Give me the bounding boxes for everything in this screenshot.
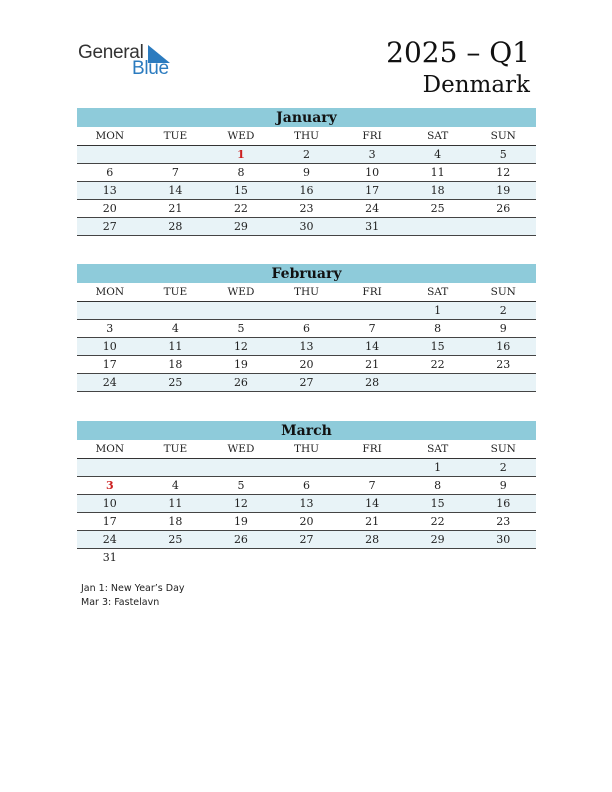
week-row xyxy=(77,531,536,549)
day-cell: 22 xyxy=(430,515,445,528)
day-cell: 10 xyxy=(102,340,117,353)
day-cell: 10 xyxy=(102,497,117,510)
day-cell: 9 xyxy=(303,166,311,179)
day-cell: 1 xyxy=(434,304,442,317)
weekday-label: TUE xyxy=(163,443,188,455)
day-cell xyxy=(208,302,274,319)
day-cell: 4 xyxy=(171,479,179,492)
weekday-label: MON xyxy=(95,443,125,455)
day-cell: 17 xyxy=(102,515,117,528)
day-cell: 23 xyxy=(299,202,314,215)
week-row xyxy=(77,182,536,200)
day-cell: 26 xyxy=(233,533,248,546)
weekday-label: WED xyxy=(227,443,255,455)
week-row xyxy=(77,513,536,531)
day-cell: 7 xyxy=(368,322,376,335)
day-cell: 15 xyxy=(233,184,248,197)
day-cell xyxy=(143,146,209,163)
day-cell xyxy=(77,146,143,163)
weekday-label: TUE xyxy=(163,286,188,298)
day-cell: 18 xyxy=(168,358,183,371)
weekday-label: SAT xyxy=(427,443,449,455)
weekday-label: SAT xyxy=(427,130,449,142)
month-calendar xyxy=(77,264,536,392)
weekday-label: WED xyxy=(227,286,255,298)
day-cell xyxy=(274,549,340,566)
holiday-notes xyxy=(81,582,185,610)
day-cell: 16 xyxy=(496,497,511,510)
day-cell: 18 xyxy=(430,184,445,197)
day-cell: 30 xyxy=(299,220,314,233)
week-row xyxy=(77,549,536,566)
week-row xyxy=(77,302,536,320)
day-cell: 18 xyxy=(168,515,183,528)
week-row xyxy=(77,477,536,495)
day-cell: 8 xyxy=(434,479,442,492)
page-title: 2025 – Q1 xyxy=(386,36,530,69)
day-cell: 12 xyxy=(233,340,248,353)
month-name: March xyxy=(77,421,536,440)
day-cell: 29 xyxy=(430,533,445,546)
day-cell: 7 xyxy=(368,479,376,492)
weekday-label: SUN xyxy=(490,130,516,142)
day-cell: 12 xyxy=(496,166,511,179)
day-cell: 9 xyxy=(499,322,507,335)
weekday-header-row xyxy=(77,283,536,302)
day-cell: 2 xyxy=(499,461,507,474)
week-row xyxy=(77,200,536,218)
day-cell: 9 xyxy=(499,479,507,492)
day-cell: 11 xyxy=(430,166,445,179)
weekday-label: SAT xyxy=(427,286,449,298)
weekday-header-row xyxy=(77,440,536,459)
day-cell: 15 xyxy=(430,497,445,510)
day-cell: 25 xyxy=(430,202,445,215)
day-cell: 5 xyxy=(237,322,245,335)
day-cell: 1 xyxy=(237,148,245,161)
day-cell: 28 xyxy=(168,220,183,233)
day-cell xyxy=(77,302,143,319)
day-cell: 7 xyxy=(171,166,179,179)
weekday-label: TUE xyxy=(163,130,188,142)
day-cell: 13 xyxy=(299,340,314,353)
week-row xyxy=(77,374,536,392)
day-cell: 20 xyxy=(299,358,314,371)
day-cell: 25 xyxy=(168,533,183,546)
day-cell: 3 xyxy=(105,479,114,492)
day-cell: 12 xyxy=(233,497,248,510)
day-cell: 14 xyxy=(365,497,380,510)
weekday-label: FRI xyxy=(362,130,382,142)
day-cell xyxy=(143,459,209,476)
logo-text-general: General xyxy=(78,42,144,63)
day-cell: 28 xyxy=(365,533,380,546)
week-row xyxy=(77,320,536,338)
weekday-label: SUN xyxy=(490,443,516,455)
day-cell: 24 xyxy=(102,533,117,546)
day-cell xyxy=(470,374,536,391)
day-cell xyxy=(274,302,340,319)
day-cell: 23 xyxy=(496,358,511,371)
day-cell xyxy=(405,374,471,391)
day-cell: 27 xyxy=(299,533,314,546)
day-cell: 25 xyxy=(168,376,183,389)
day-cell: 22 xyxy=(233,202,248,215)
day-cell: 20 xyxy=(102,202,117,215)
holiday-note: Mar 3: Fastelavn xyxy=(81,597,160,608)
day-cell: 5 xyxy=(237,479,245,492)
month-calendar xyxy=(77,108,536,236)
day-cell: 17 xyxy=(365,184,380,197)
day-cell: 31 xyxy=(102,551,117,564)
day-cell xyxy=(339,459,405,476)
day-cell: 2 xyxy=(499,304,507,317)
weekday-label: FRI xyxy=(362,286,382,298)
day-cell: 21 xyxy=(365,515,380,528)
day-cell: 24 xyxy=(365,202,380,215)
day-cell: 8 xyxy=(434,322,442,335)
day-cell: 6 xyxy=(106,166,114,179)
month-name: January xyxy=(77,108,536,127)
weekday-label: MON xyxy=(95,130,125,142)
day-cell: 26 xyxy=(233,376,248,389)
day-cell: 8 xyxy=(237,166,245,179)
weekday-label: THU xyxy=(294,286,320,298)
day-cell: 16 xyxy=(496,340,511,353)
day-cell: 22 xyxy=(430,358,445,371)
day-cell: 19 xyxy=(233,515,248,528)
day-cell: 29 xyxy=(233,220,248,233)
week-row xyxy=(77,338,536,356)
day-cell: 1 xyxy=(434,461,442,474)
day-cell: 28 xyxy=(365,376,380,389)
day-cell: 17 xyxy=(102,358,117,371)
day-cell: 31 xyxy=(365,220,380,233)
day-cell xyxy=(470,549,536,566)
weekday-label: THU xyxy=(294,443,320,455)
day-cell: 24 xyxy=(102,376,117,389)
day-cell: 27 xyxy=(299,376,314,389)
day-cell xyxy=(208,459,274,476)
country-title: Denmark xyxy=(422,72,530,98)
week-row xyxy=(77,495,536,513)
day-cell xyxy=(77,459,143,476)
day-cell xyxy=(470,218,536,235)
day-cell xyxy=(143,302,209,319)
weekday-label: THU xyxy=(294,130,320,142)
day-cell: 4 xyxy=(434,148,442,161)
day-cell: 19 xyxy=(496,184,511,197)
day-cell: 23 xyxy=(496,515,511,528)
day-cell: 11 xyxy=(168,340,183,353)
weekday-label: SUN xyxy=(490,286,516,298)
day-cell: 14 xyxy=(168,184,183,197)
day-cell: 16 xyxy=(299,184,314,197)
day-cell: 3 xyxy=(368,148,376,161)
day-cell: 6 xyxy=(303,479,311,492)
week-row xyxy=(77,356,536,374)
day-cell: 30 xyxy=(496,533,511,546)
holiday-note: Jan 1: New Year’s Day xyxy=(81,583,185,594)
weekday-label: WED xyxy=(227,130,255,142)
week-row xyxy=(77,164,536,182)
day-cell xyxy=(143,549,209,566)
week-row xyxy=(77,459,536,477)
weekday-label: FRI xyxy=(362,443,382,455)
day-cell: 21 xyxy=(365,358,380,371)
day-cell: 27 xyxy=(102,220,117,233)
week-row xyxy=(77,146,536,164)
day-cell: 11 xyxy=(168,497,183,510)
day-cell: 20 xyxy=(299,515,314,528)
day-cell xyxy=(208,549,274,566)
day-cell: 19 xyxy=(233,358,248,371)
logo xyxy=(78,42,178,82)
day-cell: 14 xyxy=(365,340,380,353)
day-cell: 4 xyxy=(171,322,179,335)
day-cell: 21 xyxy=(168,202,183,215)
day-cell: 13 xyxy=(299,497,314,510)
day-cell: 26 xyxy=(496,202,511,215)
day-cell xyxy=(339,549,405,566)
day-cell xyxy=(339,302,405,319)
month-calendar xyxy=(77,421,536,566)
month-name: February xyxy=(77,264,536,283)
day-cell xyxy=(405,549,471,566)
day-cell: 5 xyxy=(499,148,507,161)
day-cell: 13 xyxy=(102,184,117,197)
week-row xyxy=(77,218,536,236)
day-cell: 2 xyxy=(303,148,311,161)
day-cell: 15 xyxy=(430,340,445,353)
day-cell: 3 xyxy=(106,322,114,335)
logo-text-blue: Blue xyxy=(132,58,169,79)
day-cell xyxy=(274,459,340,476)
weekday-label: MON xyxy=(95,286,125,298)
day-cell xyxy=(405,218,471,235)
day-cell: 6 xyxy=(303,322,311,335)
day-cell: 10 xyxy=(365,166,380,179)
weekday-header-row xyxy=(77,127,536,146)
